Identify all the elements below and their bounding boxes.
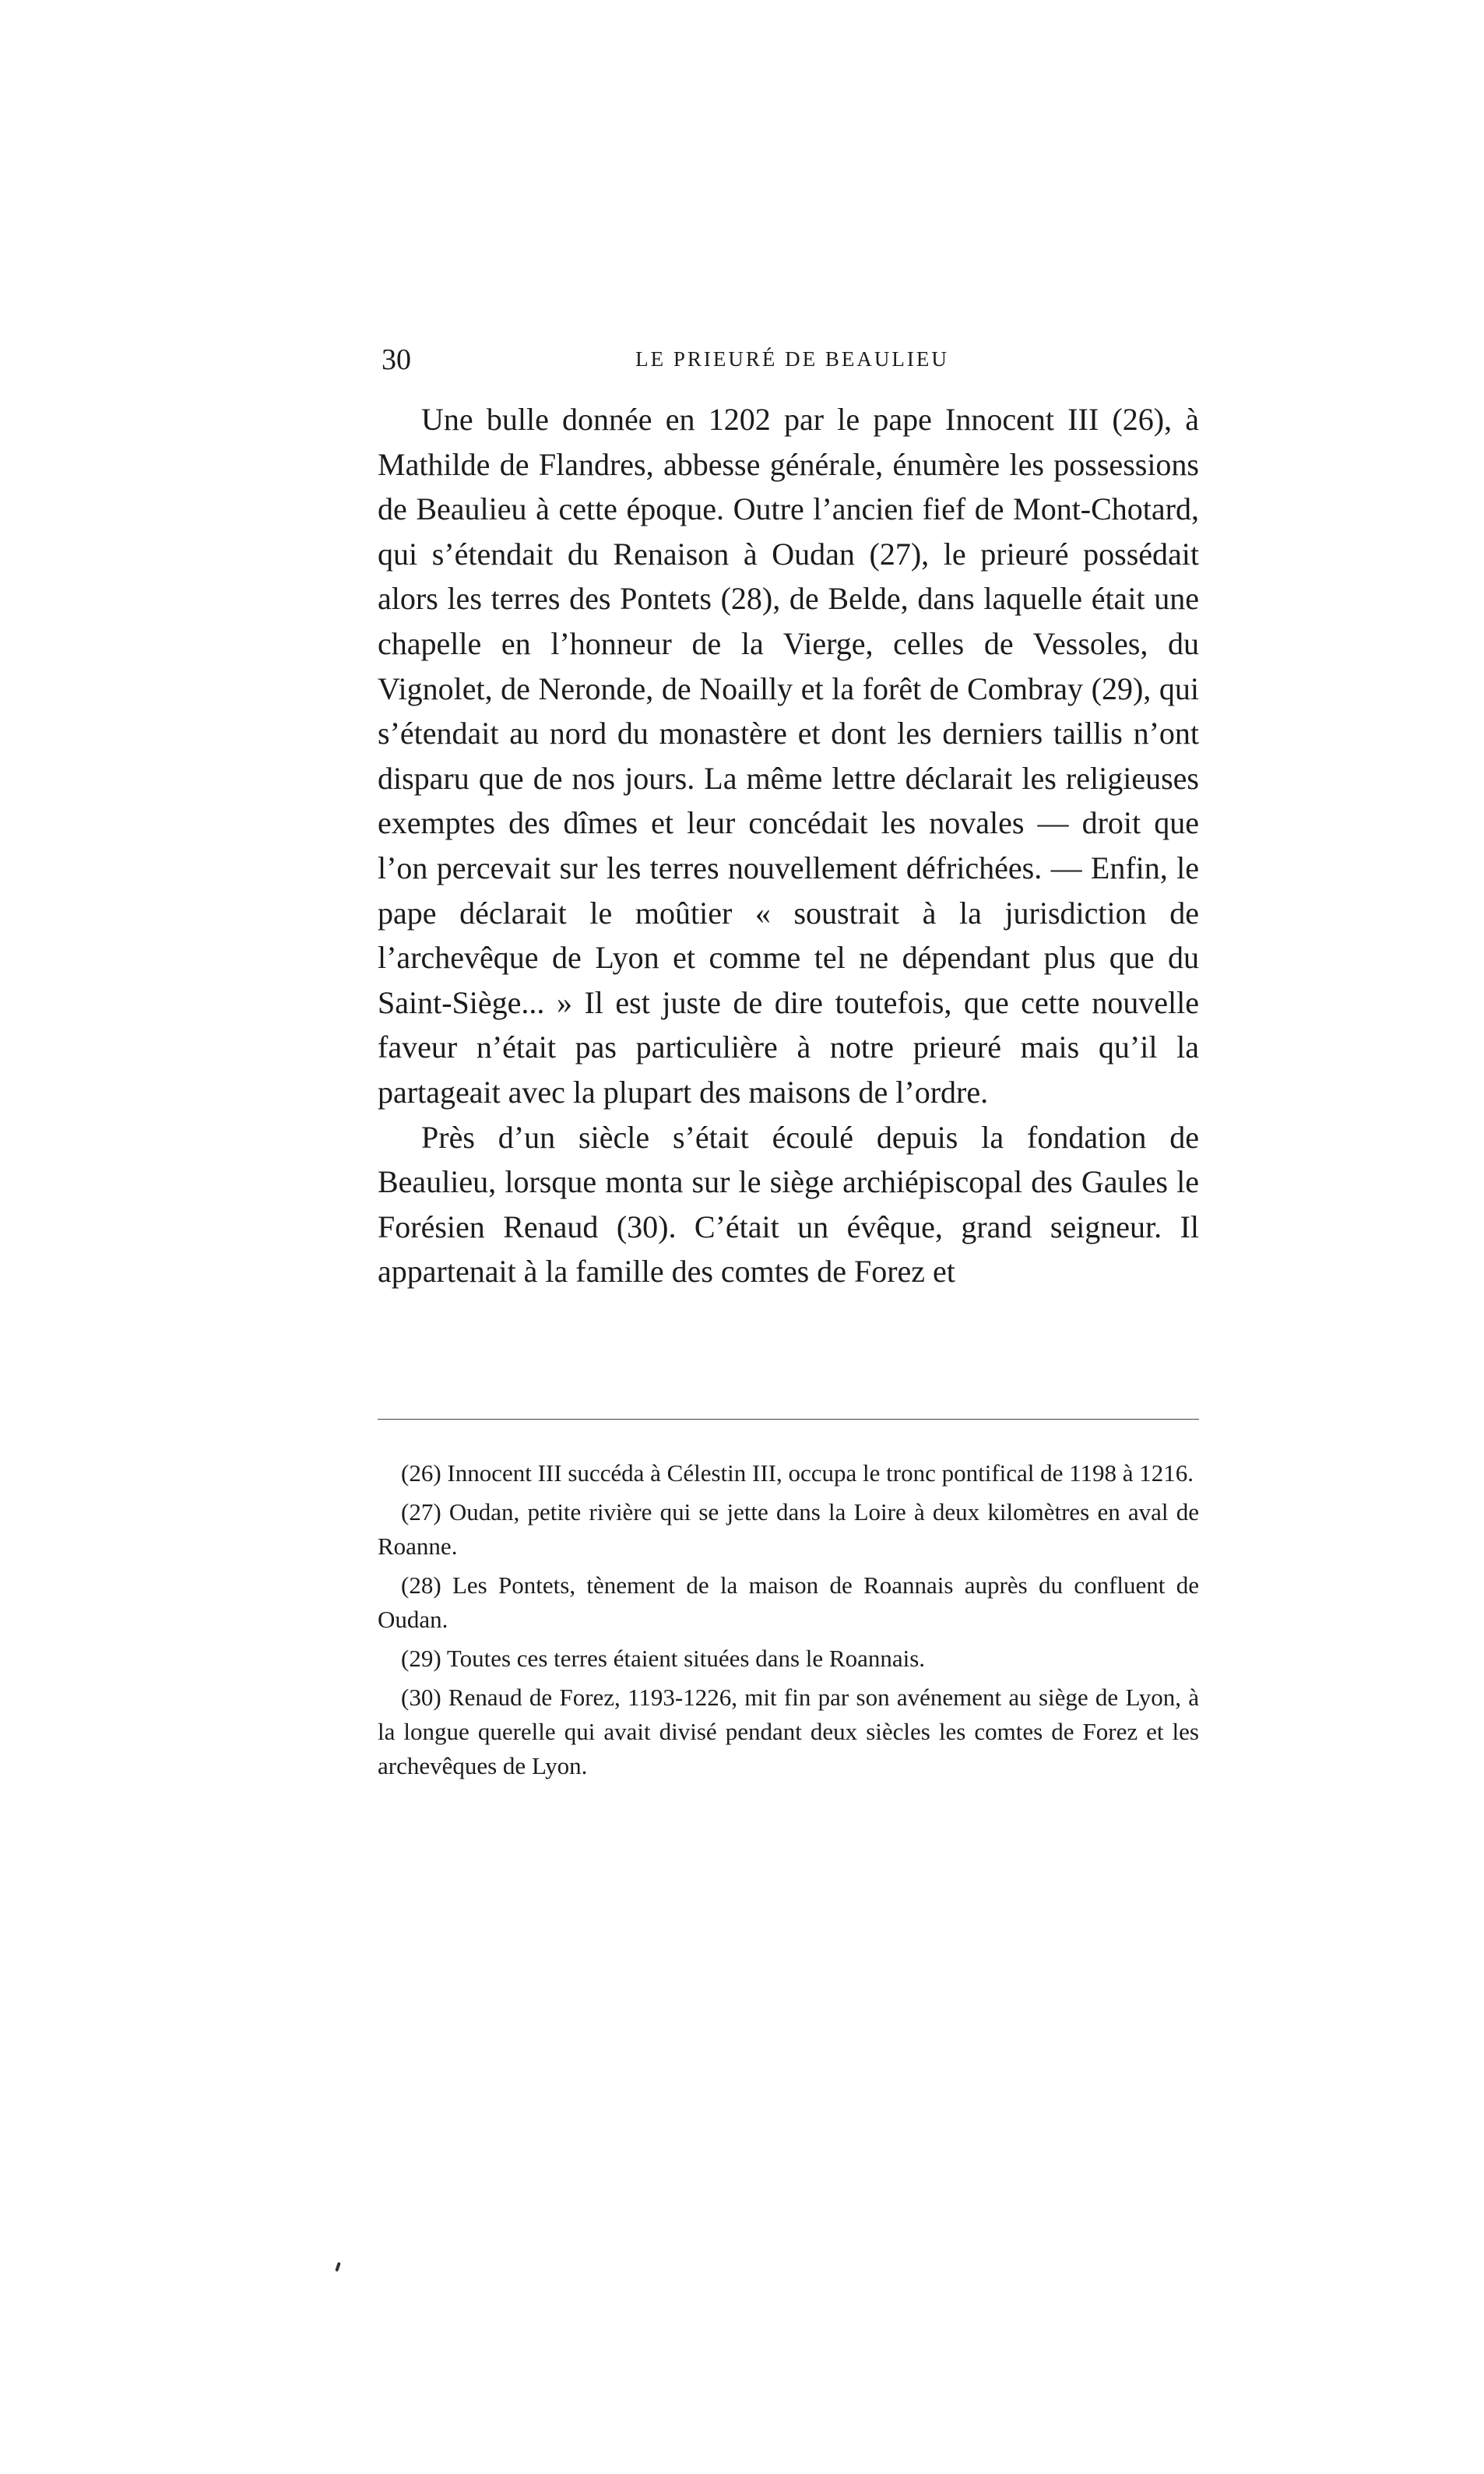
footnote-26: (26) Innocent III succéda à Célestin III, occupa le tronc pontifical de 1198 à 1216. [401, 1459, 1194, 1487]
body-paragraph: Une bulle donnée en 1202 par le pape Innocent III (26), à Mathilde de Flandres, abbesse générale, énumère les possessions de Beaulieu à cette époque. Outre l’ancien fief de Mont-Chotard, qui s’étendait du Renaison à Oudan (27), le prieuré possédait alors les terres des Pontets (28), de Belde, dans laquelle était une chapelle en l’honneur de la Vierge, celles de Vessoles, du Vignolet, de Neronde, de Noailly et la forêt de Combray (29), qui s’étendait au nord du monastère et dont les derniers taillis n’ont disparu que de nos jours. La même lettre déclarait les religieuses exemptes des dîmes et leur concédait les novales — droit que l’on percevait sur les terres nouvellement défrichées. — Enfin, le pape déclarait le moûtier « soustrait à la jurisdiction de l’archevêque de Lyon et comme tel ne dépendant plus que du Saint-Siège... » Il est juste de dire toutefois, que cette nouvelle faveur n’était pas particulière à notre prieuré mais qu’il la partageait avec la plupart des maisons de l’ordre. [378, 402, 1199, 1110]
page-header [382, 343, 1203, 382]
footnote-29: (29) Toutes ces terres étaient situées dans le Roannais. [401, 1645, 926, 1672]
footnote-separator [378, 1419, 1199, 1420]
page-number: 30 [382, 343, 411, 376]
footnote-27: (27) Oudan, petite rivière qui se jette dans la Loire à deux kilomètres en aval de Roanne. [378, 1498, 1199, 1560]
running-title: LE PRIEURÉ DE BEAULIEU [635, 347, 949, 371]
ink-speck [335, 2262, 341, 2272]
main-text [378, 397, 1199, 1294]
footnote-30: (30) Renaud de Forez, 1193-1226, mit fin par son avénement au siège de Lyon, à la longue querelle qui avait divisé pendant deux siècles les comtes de Forez et les archevêques de Lyon. [378, 1684, 1199, 1779]
footnotes [378, 1456, 1199, 1788]
footnote-28: (28) Les Pontets, tènement de la maison de Roannais auprès du confluent de Oudan. [378, 1571, 1199, 1633]
body-paragraph: Près d’un siècle s’était écoulé depuis la fondation de Beaulieu, lorsque monta sur le siège archiépiscopal des Gaules le Forésien Renaud (30). C’était un évêque, grand seigneur. Il appartenait à la famille des comtes de Forez et [378, 1119, 1199, 1290]
